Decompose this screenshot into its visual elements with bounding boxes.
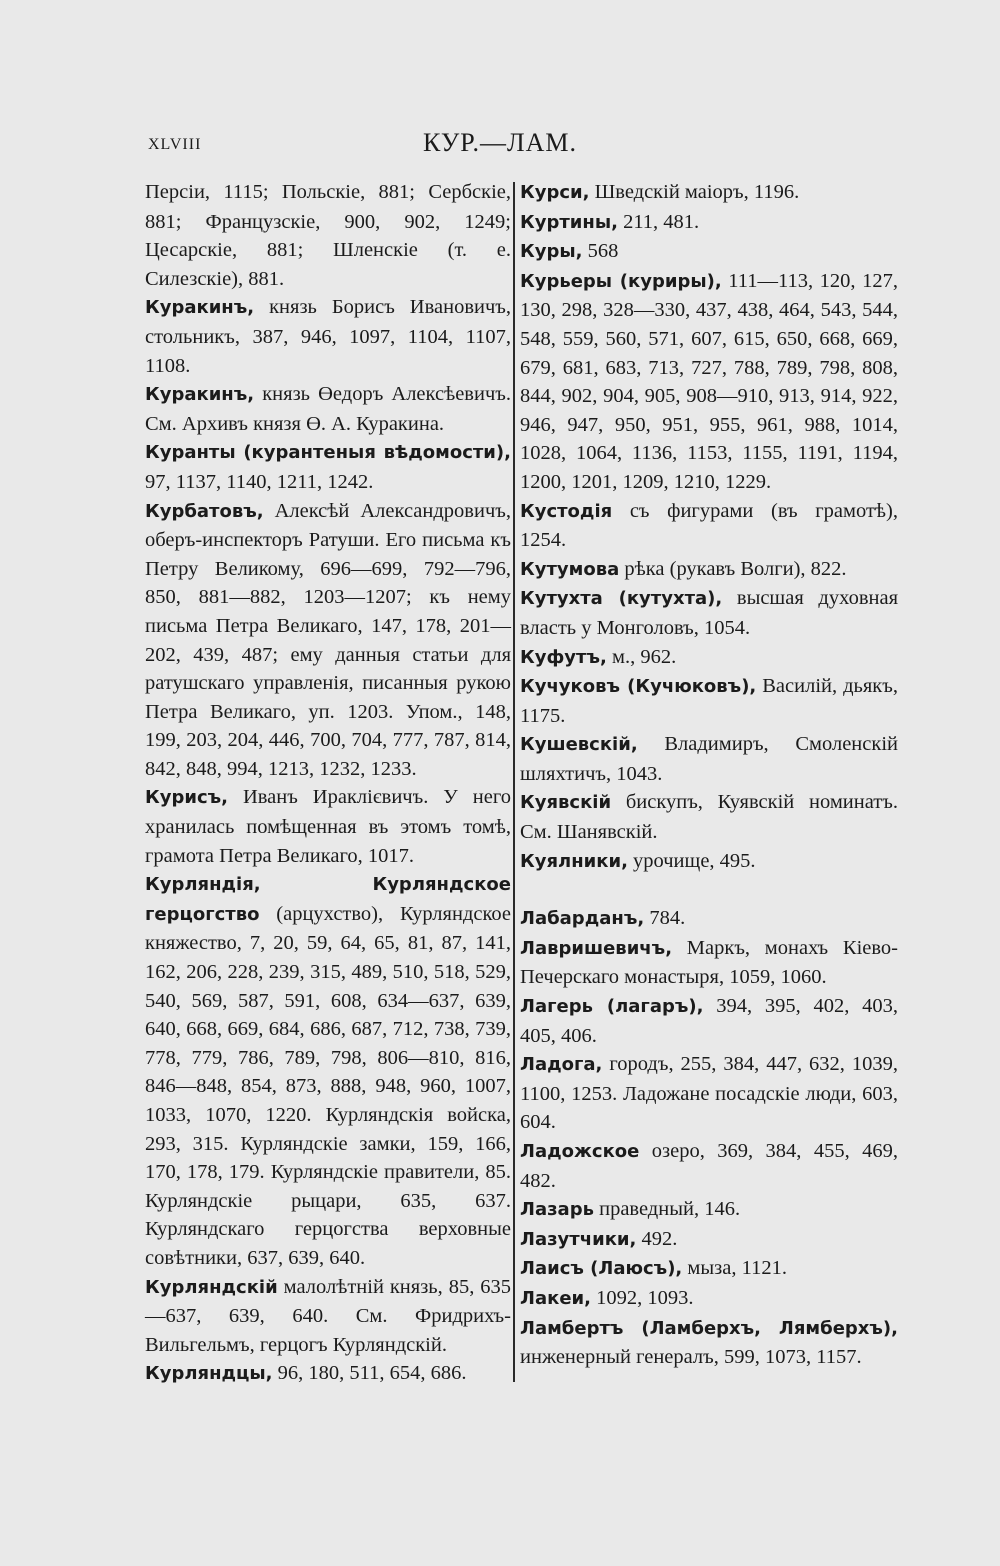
entry-headword: Кучуковъ (Кучюковъ), <box>520 676 757 698</box>
entry-headword: Куракинъ, <box>145 297 255 319</box>
index-entry <box>520 1195 898 1225</box>
index-entry <box>520 1225 898 1255</box>
entry-text: 1092, 1093. <box>590 1286 694 1309</box>
entry-text: князь Өедоръ Алексѣевичъ. См. Архивъ князя Ө. А. Куракина. <box>145 383 511 435</box>
entry-headword: Ладога, <box>520 1054 603 1076</box>
entry-text: Владимиръ, Смоленскій шляхтичъ, 1043. <box>520 733 898 785</box>
entry-headword: Куялники, <box>520 850 628 872</box>
entry-headword: Лавришевичъ, <box>520 937 673 959</box>
entry-text: высшая духовная власть у Монголовъ, 1054. <box>520 587 898 639</box>
page-number: XLVIII <box>148 136 202 153</box>
entry-text: мыза, 1121. <box>682 1257 787 1280</box>
entry-text: (арцухство), Курляндское княжество, 7, 20, 59, 64, 65, 81, 87, 141, 162, 206, 228, 239, 315, 489, 510, 518, 529, 540, 569, 587, 591, 608, 634—637, 639, 640, 668, 669, 684, 686, 687, 712, 738, 739, 778, 779, 786, 789, 798, 806—810, 816, 846—848, 854, 873, 888, 948, 960, 1007, 1033, 1070, 1220. Курляндскія войска, 293, 315. Курляндскіе замки, 159, 166, 170, 178, 179. Курляндскіе правители, 85. Курляндскіе рыцари, 635, 637. Курляндскаго герцогства верховные совѣтники, 637, 639, 640. <box>145 902 511 1269</box>
index-entry <box>520 643 898 673</box>
entry-headword: Лакеи, <box>520 1287 591 1309</box>
entry-headword: Кутумова <box>520 558 620 580</box>
running-head: КУР.—ЛАМ. <box>423 128 577 157</box>
entry-headword: Кушевскій, <box>520 734 638 756</box>
entry-text: праведный, 146. <box>593 1198 741 1221</box>
entry-text: Алексѣй Александровичъ, оберъ-инспекторъ Ратуши. Его письма къ Петру Великому, 696—699, 792—796, 850, 881—882, 1203—1207; къ нему письма Петра Великаго, 147, 178, 201—202, 439, 487; ему данныя статьи для ратушскаго управленія, писанныя рукою Петра Великаго, уп. 1203. Упом., 148, 199, 203, 204, 446, 700, 704, 777, 787, 814, 842, 848, 994, 1213, 1232, 1233. <box>145 499 511 780</box>
entry-headword: Куртины, <box>520 211 618 233</box>
entry-headword: Кутухта (кутухта), <box>520 588 723 610</box>
left-column <box>145 178 511 1389</box>
index-entry <box>145 380 511 438</box>
entry-text: 492. <box>636 1227 678 1250</box>
right-column <box>520 178 898 1372</box>
entry-headword: Лаисъ (Лаюсъ), <box>520 1258 683 1280</box>
entry-text: князь Борисъ Ивановичъ, стольникъ, 387, 946, 1097, 1104, 1107, 1108. <box>145 296 511 377</box>
entry-text: Василій, дьякъ, 1175. <box>520 675 898 727</box>
index-entry <box>520 1284 898 1314</box>
entry-headword: Курбатовъ, <box>145 500 264 522</box>
index-entry <box>145 783 511 870</box>
entry-text: рѣка (рукавъ Волги), 822. <box>619 557 847 580</box>
index-entry <box>145 293 511 380</box>
entry-headword: Курляндцы, <box>145 1363 273 1385</box>
index-entry <box>520 208 898 238</box>
index-entry <box>520 934 898 992</box>
index-entry <box>520 788 898 846</box>
entry-text: 211, 481. <box>617 210 700 233</box>
entry-text: урочище, 495. <box>627 849 756 872</box>
entry-text: озеро, 369, 384, 455, 469, 482. <box>520 1140 898 1192</box>
index-entry <box>520 730 898 788</box>
entry-headword: Лазутчики, <box>520 1228 637 1250</box>
entry-headword: Курьеры (куриры), <box>520 270 722 292</box>
entry-headword: Лазарь <box>520 1199 594 1221</box>
entry-headword: Куфутъ, <box>520 646 607 668</box>
entry-text: инженерный генералъ, 599, 1073, 1157. <box>520 1346 862 1369</box>
index-entry <box>520 237 898 267</box>
entry-text: 394, 395, 402, 403, 405, 406. <box>520 995 899 1047</box>
index-entry <box>145 870 511 1272</box>
entry-headword: Куявскій <box>520 792 612 814</box>
entry-headword: Лабарданъ, <box>520 908 645 930</box>
index-entry <box>145 1273 511 1360</box>
entry-text: съ фигурами (въ грамотѣ), 1254. <box>520 499 898 552</box>
entry-text: 111—113, 120, 127, 130, 298, 328—330, 437, 438, 464, 543, 544, 548, 559, 560, 571, 607, 615, 650, 668, 669, 679, 681, 683, 713, 727, 788, 789, 798, 808, 844, 902, 904, 905, 908—910, 913, 914, 922, 946, 947, 950, 951, 955, 961, 988, 1014, 1028, 1064, 1136, 1153, 1155, 1191, 1194, 1200, 1201, 1209, 1210, 1229. <box>520 269 899 493</box>
entry-text: Маркъ, монахъ Кіево-Печерскаго монастыря, 1059, 1060. <box>520 936 898 989</box>
entry-headword: Курисъ, <box>145 787 228 809</box>
index-entry <box>145 178 511 293</box>
entry-text: Иванъ Ираклієвичъ. У него хранилась помѣщенная въ этомъ томѣ, грамота Петра Великаго, 1017. <box>145 786 511 867</box>
entry-headword: Курси, <box>520 182 590 203</box>
entry-text: 96, 180, 511, 654, 686. <box>272 1362 467 1385</box>
entry-headword: Лагерь (лагаръ), <box>520 996 704 1018</box>
index-entry <box>520 672 898 730</box>
index-entry <box>520 1314 898 1372</box>
entry-text: 784. <box>644 907 686 930</box>
entry-headword: Ладожское <box>520 1141 640 1162</box>
entry-headword: Куры, <box>520 241 583 263</box>
entry-headword: Кустодія <box>520 500 613 522</box>
entry-headword: Курляндія, Курляндское герцогство <box>145 874 511 925</box>
index-entry <box>520 178 898 208</box>
entry-text: бискупъ, Куявскій номинатъ. См. Шанявскій. <box>520 791 898 844</box>
index-entry <box>520 267 898 497</box>
index-entry <box>145 1359 511 1389</box>
entry-text: малолѣтній князь, 85, 635—637, 639, 640. См. Фридрихъ-Вильгельмъ, герцогъ Курляндскій. <box>145 1275 511 1356</box>
index-entry <box>520 555 898 585</box>
entry-text: городъ, 255, 384, 447, 632, 1039, 1100, 1253. Ладожане посадскіе люди, 603, 604. <box>520 1053 898 1134</box>
index-entry <box>520 1137 898 1195</box>
column-divider <box>513 182 515 1382</box>
entry-text: 568 <box>582 240 619 263</box>
index-entry <box>520 497 898 555</box>
entry-headword: Куракинъ, <box>145 384 255 406</box>
entry-headword: Курляндскій <box>145 1276 278 1298</box>
entry-headword: Ламбертъ (Ламберхъ, Лямберхъ), <box>520 1317 898 1339</box>
entry-text: Шведскій маіоръ, 1196. <box>589 181 800 203</box>
index-entry <box>520 584 898 642</box>
entry-text: 97, 1137, 1140, 1211, 1242. <box>145 470 374 493</box>
index-entry <box>520 904 898 934</box>
index-entry <box>520 847 898 877</box>
entry-text: Персіи, 1115; Польскіе, 881; Сербскіе, 881; Французскіе, 900, 902, 1249; Цесарскіе, 881; Шленскіе (т. е. Силезскіе), 881. <box>145 181 511 290</box>
index-entry <box>145 438 511 496</box>
index-entry <box>145 497 511 784</box>
entry-text: м., 962. <box>606 645 677 668</box>
index-entry <box>520 1254 898 1284</box>
index-entry <box>520 992 898 1050</box>
index-entry <box>520 1050 898 1137</box>
entry-headword: Куранты (курантеныя вѣдомости), <box>145 442 511 464</box>
